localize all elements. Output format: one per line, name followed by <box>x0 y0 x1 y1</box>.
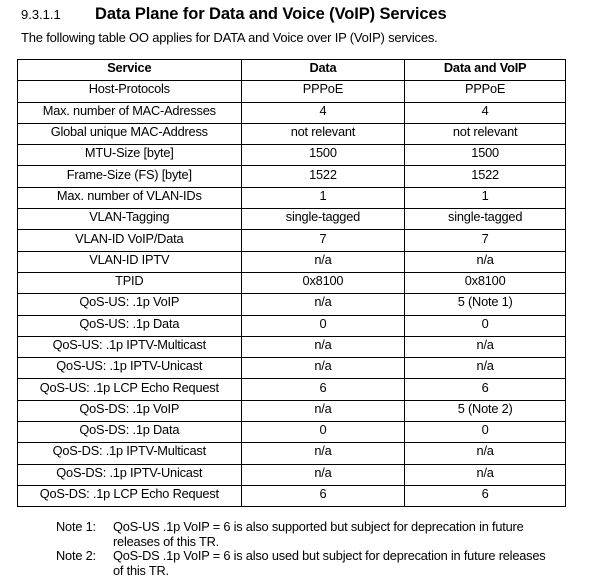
cell-service: QoS-US: .1p LCP Echo Request <box>18 379 242 400</box>
header-data: Data <box>241 60 405 81</box>
section-title: Data Plane for Data and Voice (VoIP) Services <box>95 5 447 23</box>
cell-data-and-voip: not relevant <box>405 123 566 144</box>
cell-data-and-voip: 7 <box>405 230 566 251</box>
table-row <box>18 422 566 443</box>
cell-data: 0 <box>241 422 405 443</box>
table-row <box>18 145 566 166</box>
cell-data-and-voip: n/a <box>405 443 566 464</box>
table-row <box>18 272 566 293</box>
cell-service: QoS-US: .1p Data <box>18 315 242 336</box>
notes-section <box>56 520 556 578</box>
cell-data: not relevant <box>241 123 405 144</box>
cell-data-and-voip: n/a <box>405 464 566 485</box>
table-row <box>18 400 566 421</box>
table-row <box>18 464 566 485</box>
cell-service: QoS-US: .1p IPTV-Unicast <box>18 358 242 379</box>
cell-service: VLAN-ID IPTV <box>18 251 242 272</box>
table-row <box>18 315 566 336</box>
cell-data-and-voip: 0 <box>405 422 566 443</box>
cell-data: n/a <box>241 251 405 272</box>
section-heading <box>21 5 447 27</box>
cell-data: PPPoE <box>241 81 405 102</box>
cell-data-and-voip: 0x8100 <box>405 272 566 293</box>
table-row <box>18 123 566 144</box>
cell-data-and-voip: PPPoE <box>405 81 566 102</box>
cell-data-and-voip: n/a <box>405 336 566 357</box>
cell-data: single-tagged <box>241 209 405 230</box>
table-row <box>18 251 566 272</box>
table-row <box>18 230 566 251</box>
table-row <box>18 166 566 187</box>
cell-service: QoS-DS: .1p VoIP <box>18 400 242 421</box>
cell-service: Global unique MAC-Address <box>18 123 242 144</box>
cell-service: Max. number of VLAN-IDs <box>18 187 242 208</box>
cell-service: VLAN-ID VoIP/Data <box>18 230 242 251</box>
note-text: QoS-US .1p VoIP = 6 is also supported but subject for deprecation in future releases of this TR. <box>113 519 524 549</box>
cell-data-and-voip: 0 <box>405 315 566 336</box>
note-text: QoS-DS .1p VoIP = 6 is also used but subject for deprecation in future releases of this TR. <box>113 548 546 578</box>
cell-data-and-voip: 6 <box>405 485 566 506</box>
cell-data-and-voip: 1 <box>405 187 566 208</box>
table-row <box>18 379 566 400</box>
section-number: 9.3.1.1 <box>21 7 61 22</box>
table-row <box>18 209 566 230</box>
note-label: Note 1: <box>56 519 96 534</box>
note-1 <box>56 520 556 549</box>
cell-service: QoS-US: .1p VoIP <box>18 294 242 315</box>
table-row <box>18 294 566 315</box>
cell-data: 1 <box>241 187 405 208</box>
table-body <box>18 81 566 507</box>
cell-data: n/a <box>241 336 405 357</box>
table-row <box>18 443 566 464</box>
table-header-row <box>18 60 566 81</box>
cell-data-and-voip: 1522 <box>405 166 566 187</box>
table-row <box>18 336 566 357</box>
header-service: Service <box>18 60 242 81</box>
cell-data: 0 <box>241 315 405 336</box>
note-2 <box>56 549 556 578</box>
cell-service: QoS-DS: .1p IPTV-Unicast <box>18 464 242 485</box>
cell-service: MTU-Size [byte] <box>18 145 242 166</box>
cell-service: VLAN-Tagging <box>18 209 242 230</box>
cell-service: Max. number of MAC-Adresses <box>18 102 242 123</box>
cell-data: n/a <box>241 400 405 421</box>
cell-service: Frame-Size (FS) [byte] <box>18 166 242 187</box>
cell-service: QoS-US: .1p IPTV-Multicast <box>18 336 242 357</box>
cell-data: n/a <box>241 358 405 379</box>
cell-data-and-voip: 5 (Note 2) <box>405 400 566 421</box>
cell-data-and-voip: 1500 <box>405 145 566 166</box>
cell-data-and-voip: 6 <box>405 379 566 400</box>
cell-data: n/a <box>241 443 405 464</box>
cell-data: 1500 <box>241 145 405 166</box>
cell-data-and-voip: n/a <box>405 251 566 272</box>
cell-service: QoS-DS: .1p Data <box>18 422 242 443</box>
note-label: Note 2: <box>56 548 96 563</box>
header-data-and-voip: Data and VoIP <box>405 60 566 81</box>
cell-service: QoS-DS: .1p IPTV-Multicast <box>18 443 242 464</box>
table-row <box>18 81 566 102</box>
cell-data: 6 <box>241 379 405 400</box>
cell-data-and-voip: 5 (Note 1) <box>405 294 566 315</box>
table-row <box>18 187 566 208</box>
cell-data: 7 <box>241 230 405 251</box>
table-row <box>18 485 566 506</box>
cell-data: n/a <box>241 294 405 315</box>
cell-data: 1522 <box>241 166 405 187</box>
cell-data: 4 <box>241 102 405 123</box>
cell-service: QoS-DS: .1p LCP Echo Request <box>18 485 242 506</box>
cell-data-and-voip: single-tagged <box>405 209 566 230</box>
intro-paragraph: The following table OO applies for DATA and Voice over IP (VoIP) services. <box>21 30 438 45</box>
table-row <box>18 358 566 379</box>
cell-data: n/a <box>241 464 405 485</box>
cell-service: TPID <box>18 272 242 293</box>
cell-data: 0x8100 <box>241 272 405 293</box>
cell-data-and-voip: n/a <box>405 358 566 379</box>
cell-data: 6 <box>241 485 405 506</box>
table-row <box>18 102 566 123</box>
service-spec-table <box>17 59 566 507</box>
cell-service: Host-Protocols <box>18 81 242 102</box>
cell-data-and-voip: 4 <box>405 102 566 123</box>
